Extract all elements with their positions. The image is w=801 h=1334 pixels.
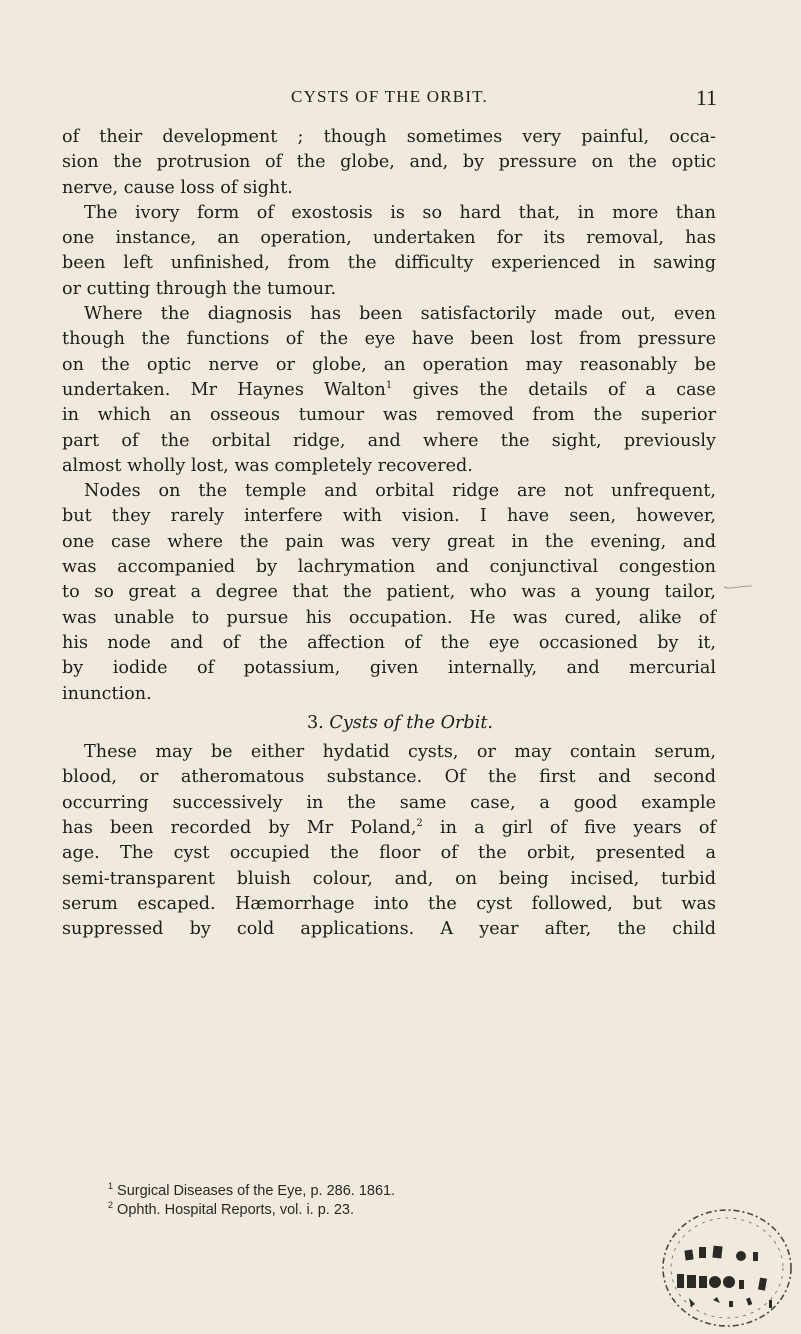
text-line: Nodes on the temple and orbital ridge are not unfrequent, bbox=[84, 481, 716, 502]
text-line: suppressed by cold applications. A year after, the child bbox=[62, 919, 716, 940]
text-line: one case where the pain was very great in the evening, and bbox=[62, 531, 716, 552]
text-fragment: in a girl of five years of bbox=[422, 818, 716, 839]
footnote-text: Surgical Diseases of the Eye, p. 286. 1861. bbox=[117, 1183, 396, 1199]
text-line: inunction. bbox=[62, 683, 152, 704]
footnote-1 bbox=[108, 1182, 668, 1201]
text-line: but they rarely interfere with vision. I have seen, however, bbox=[62, 506, 716, 527]
running-head bbox=[62, 87, 717, 113]
text-line: almost wholly lost, was completely recovered. bbox=[62, 455, 473, 476]
section-heading bbox=[62, 711, 716, 736]
text-line: nerve, cause loss of sight. bbox=[62, 177, 293, 198]
text-fragment: has been recorded by Mr Poland, bbox=[62, 818, 417, 839]
footnote-ref-1: 1 bbox=[385, 380, 393, 392]
footnote-mark: 2 bbox=[108, 1200, 114, 1211]
footnote-text: Ophth. Hospital Reports, vol. i. p. 23. bbox=[117, 1202, 354, 1218]
footnote-mark: 1 bbox=[108, 1181, 114, 1192]
text-line: sion the protrusion of the globe, and, by pressure on the optic bbox=[62, 152, 716, 173]
text-line: in which an osseous tumour was removed from the superior bbox=[62, 405, 716, 426]
section-title: Cysts of the Orbit. bbox=[329, 712, 493, 733]
text-line: Where the diagnosis has been satisfactorily made out, even bbox=[84, 304, 716, 325]
text-line: These may be either hydatid cysts, or may contain serum, bbox=[84, 742, 716, 763]
pencil-mark bbox=[722, 584, 754, 592]
text-line: age. The cyst occupied the floor of the orbit, presented a bbox=[62, 843, 716, 864]
text-line-with-ref bbox=[62, 378, 716, 403]
text-line: on the optic nerve or globe, an operation may reasonably be bbox=[62, 354, 716, 375]
text-line: semi-transparent bluish colour, and, on being incised, turbid bbox=[62, 868, 716, 889]
body-text bbox=[62, 125, 716, 943]
text-line: serum escaped. Hæmorrhage into the cyst followed, but was bbox=[62, 893, 716, 914]
text-line: though the functions of the eye have been lost from pressure bbox=[62, 329, 716, 350]
section-number: 3. bbox=[306, 712, 324, 733]
text-line: been left unfinished, from the difficulty experienced in sawing bbox=[62, 253, 716, 274]
page-number: 11 bbox=[695, 85, 717, 110]
footnote-ref-2: 2 bbox=[416, 818, 423, 830]
footnote-2 bbox=[108, 1201, 668, 1220]
text-line: was accompanied by lachrymation and conjunctival congestion bbox=[62, 557, 716, 578]
text-line-with-ref bbox=[62, 816, 716, 841]
text-line: part of the orbital ridge, and where the sight, previously bbox=[62, 430, 716, 451]
text-fragment: gives the details of a case bbox=[392, 379, 716, 400]
text-line: to so great a degree that the patient, who was a young tailor, bbox=[62, 582, 716, 603]
text-line: one instance, an operation, undertaken for its removal, has bbox=[62, 228, 716, 249]
text-line: by iodide of potassium, given internally, and mercurial bbox=[62, 658, 716, 679]
text-line: his node and of the affection of the eye occasioned by it, bbox=[62, 632, 716, 653]
footnotes bbox=[108, 1182, 668, 1220]
text-line: was unable to pursue his occupation. He was cured, alike of bbox=[62, 607, 716, 628]
text-line: occurring successively in the same case, a good example bbox=[62, 792, 716, 813]
text-line: The ivory form of exostosis is so hard that, in more than bbox=[84, 202, 716, 223]
text-line: blood, or atheromatous substance. Of the first and second bbox=[62, 767, 716, 788]
library-stamp-icon bbox=[655, 1200, 795, 1332]
text-line: of their development ; though sometimes very painful, occa- bbox=[62, 127, 716, 147]
running-title: CYSTS OF THE ORBIT. bbox=[291, 87, 488, 106]
text-line: or cutting through the tumour. bbox=[62, 278, 337, 299]
text-fragment: undertaken. Mr Haynes Walton bbox=[62, 379, 386, 400]
